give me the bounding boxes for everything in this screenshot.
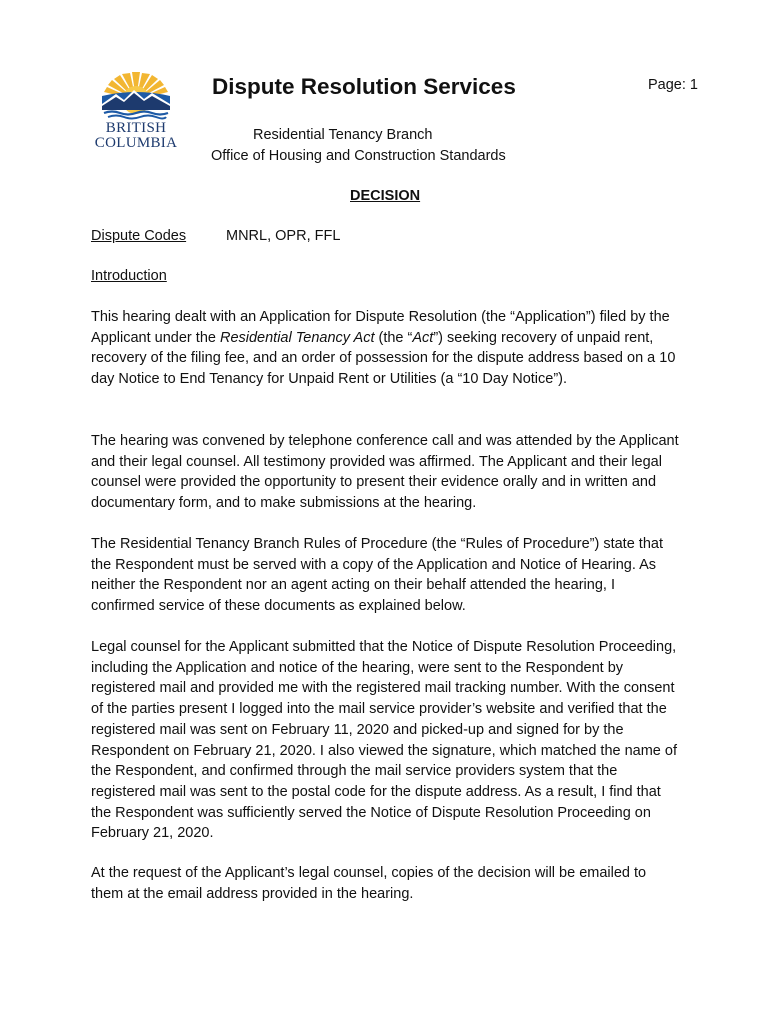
paragraph-rules-of-procedure: The Residential Tenancy Branch Rules of Procedure (the “Rules of Procedure”) state that the Respondent must be served with a copy of the Application and Notice of Hearing. As neither the Respondent nor an agent acting on their behalf attended the hearing, I confirmed service of these documents as explained below. [91, 536, 663, 615]
paragraph-text: This hearing dealt with an Application for Dispute Resolution (the “Application”) filed by the Applicant under the [91, 309, 670, 346]
paragraph-service: Legal counsel for the Applicant submitted that the Notice of Dispute Resolution Proceeding, including the Application and notice of the hearing, were sent to the Respondent by registered mail and provided me with the registered mail tracking number. With the consent of the parties present I logged into the mail service provider’s website and verified that the registered mail was sent on February 11, 2020 and picked-up and signed for by the Respondent on February 21, 2020. I also viewed the signature, which matched the name of the Respondent, and confirmed through the mail service providers system that the registered mail was sent to the postal code for the dispute address. As a result, I find that the Respondent was sufficiently served the Notice of Dispute Resolution Proceeding on February 21, 2020. [91, 639, 677, 842]
logo-text-columbia: COLUMBIA [94, 135, 178, 151]
sun-mountain-emblem [88, 70, 184, 120]
bc-government-logo [88, 70, 184, 160]
logo-text-british: BRITISH [105, 120, 167, 136]
branch-name: Residential Tenancy Branch [253, 127, 433, 143]
page-title: Dispute Resolution Services [212, 74, 516, 99]
paragraph-email-request: At the request of the Applicant’s legal counsel, copies of the decision will be emailed to them at the email address provided in the hearing. [91, 865, 647, 902]
office-name: Office of Housing and Construction Standards [211, 148, 506, 164]
dispute-codes-label: Dispute Codes [91, 228, 187, 244]
dispute-codes-value: MNRL, OPR, FFL [226, 228, 341, 244]
act-title: Residential Tenancy Act [219, 329, 375, 346]
introduction-heading: Introduction [91, 268, 167, 284]
paragraph-application [91, 307, 681, 390]
decision-heading: DECISION [350, 188, 421, 204]
paragraph-text: ”) seeking recovery of unpaid rent, recovery of the filing fee, and an order of possession for the dispute address based on a 10 day Notice to End Tenancy for Unpaid Rent or Utilities (a “10 Day Notice”). [91, 329, 676, 388]
page-number: Page: 1 [648, 77, 698, 93]
paragraph-text: (the “ [374, 329, 413, 346]
act-short-name: Act [412, 329, 434, 346]
paragraph-hearing: The hearing was convened by telephone conference call and was attended by the Applicant and their legal counsel. All testimony provided was affirmed. The Applicant and their legal counsel were provided the opportunity to present their evidence orally and in written and documentary form, and to make submissions at the hearing. [91, 433, 679, 512]
